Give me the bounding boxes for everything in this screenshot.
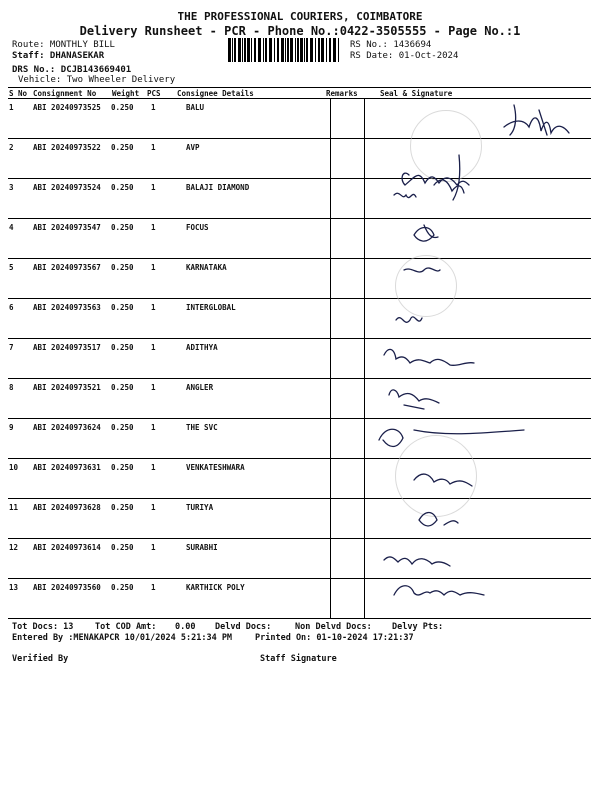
row-weight: 0.250 [111, 303, 134, 312]
barcode-bar [306, 38, 308, 62]
row-consignment-no: ABI 20240973631 [33, 463, 101, 472]
route-label: Route: MONTHLY BILL [12, 40, 115, 50]
barcode-bar [277, 38, 279, 62]
barcode-bar [247, 38, 250, 62]
row-pcs: 1 [151, 223, 156, 232]
staff-signature: Staff Signature [260, 654, 337, 664]
row-consignee: BALU [186, 103, 205, 112]
barcode-bar [254, 38, 256, 62]
rs-date: RS Date: 01-Oct-2024 [350, 51, 459, 61]
row-consignment-no: ABI 20240973525 [33, 103, 101, 112]
barcode-bar [228, 38, 231, 62]
row-consignment-no: ABI 20240973547 [33, 223, 101, 232]
barcode [228, 38, 340, 62]
staff-label: Staff: DHANASEKAR [12, 51, 105, 61]
barcode-bar [287, 38, 289, 62]
row-weight: 0.250 [111, 543, 134, 552]
row-weight: 0.250 [111, 343, 134, 352]
vehicle-label: Vehicle: Two Wheeler Delivery [18, 75, 176, 85]
row-sno: 12 [9, 543, 19, 552]
row-sno: 7 [9, 343, 14, 352]
drs-label: DRS No.: [12, 65, 56, 75]
barcode-bar [310, 38, 313, 62]
row-sno: 9 [9, 423, 14, 432]
row-pcs: 1 [151, 423, 156, 432]
barcode-bar [281, 38, 284, 62]
row-consignee: SURABHI [186, 543, 218, 552]
row-weight: 0.250 [111, 583, 134, 592]
total-docs: Tot Docs: 13 [12, 622, 74, 632]
barcode-bar [274, 38, 275, 62]
row-consignment-no: ABI 20240973614 [33, 543, 101, 552]
row-sno: 1 [9, 103, 14, 112]
barcode-bar [318, 38, 320, 62]
delivered-docs: Delvd Docs: [215, 622, 272, 632]
barcode-bar [232, 38, 233, 62]
column-pcs: PCS [147, 89, 161, 98]
row-consignment-no: ABI 20240973563 [33, 303, 101, 312]
row-consignment-no: ABI 20240973628 [33, 503, 101, 512]
column-sno: S No [9, 89, 28, 98]
row-consignee: KARTHICK POLY [186, 583, 245, 592]
row-consignee: TURIYA [186, 503, 214, 512]
barcode-bar [251, 38, 252, 62]
barcode-bar [297, 38, 299, 62]
barcode-bar [290, 38, 293, 62]
company-name: THE PROFESSIONAL COURIERS, COIMBATORE [177, 10, 423, 23]
row-consignee: THE SVC [186, 423, 218, 432]
row-divider [8, 618, 591, 619]
row-sno: 6 [9, 303, 14, 312]
row-pcs: 1 [151, 143, 156, 152]
barcode-bar [238, 38, 241, 62]
row-pcs: 1 [151, 383, 156, 392]
row-consignment-no: ABI 20240973560 [33, 583, 101, 592]
barcode-bar [258, 38, 261, 62]
row-weight: 0.250 [111, 223, 134, 232]
total-cod-label: Tot COD Amt: [95, 622, 157, 632]
barcode-bar [295, 38, 296, 62]
barcode-bar [333, 38, 336, 62]
non-delivered-docs: Non Delvd Docs: [295, 622, 372, 632]
column-consignment: Consignment No [33, 89, 97, 98]
row-weight: 0.250 [111, 103, 134, 112]
barcode-bar [242, 38, 243, 62]
entered-by: Entered By :MENAKAPCR 10/01/2024 5:21:34 PM [12, 633, 233, 643]
row-consignee: AVP [186, 143, 200, 152]
row-pcs: 1 [151, 343, 156, 352]
barcode-bar [265, 38, 267, 62]
barcode-bar [300, 38, 303, 62]
barcode-bar [304, 38, 305, 62]
barcode-bar [338, 38, 339, 62]
row-pcs: 1 [151, 103, 156, 112]
row-pcs: 1 [151, 263, 156, 272]
row-weight: 0.250 [111, 503, 134, 512]
row-pcs: 1 [151, 183, 156, 192]
row-sno: 13 [9, 583, 19, 592]
barcode-bar [285, 38, 286, 62]
row-weight: 0.250 [111, 383, 134, 392]
row-consignee: FOCUS [186, 223, 209, 232]
printed-on: Printed On: 01-10-2024 17:21:37 [255, 633, 414, 643]
row-consignee: ANGLER [186, 383, 214, 392]
row-consignment-no: ABI 20240973524 [33, 183, 101, 192]
drs-number: DCJB143669401 [60, 65, 132, 75]
delivery-points: Delvy Pts: [392, 622, 444, 632]
row-consignment-no: ABI 20240973517 [33, 343, 101, 352]
row-consignee: BALAJI DIAMOND [186, 183, 250, 192]
column-consignee: Consignee Details [177, 89, 254, 98]
row-sno: 10 [9, 463, 19, 472]
barcode-bar [321, 38, 324, 62]
row-weight: 0.250 [111, 183, 134, 192]
row-sno: 5 [9, 263, 14, 272]
verified-by: Verified By [12, 654, 69, 664]
row-pcs: 1 [151, 503, 156, 512]
row-sno: 8 [9, 383, 14, 392]
row-pcs: 1 [151, 543, 156, 552]
row-consignment-no: ABI 20240973624 [33, 423, 101, 432]
row-pcs: 1 [151, 463, 156, 472]
barcode-bar [326, 38, 327, 62]
row-sno: 11 [9, 503, 19, 512]
column-weight: Weight [112, 89, 140, 98]
row-weight: 0.250 [111, 263, 134, 272]
row-consignment-no: ABI 20240973522 [33, 143, 101, 152]
column-remarks: Remarks [326, 89, 358, 98]
barcode-bar [315, 38, 316, 62]
row-consignee: KARNATAKA [186, 263, 227, 272]
barcode-bar [263, 38, 264, 62]
row-consignee: INTERGLOBAL [186, 303, 236, 312]
document-title: Delivery Runsheet - PCR - Phone No.:0422-3505555 - Page No.:1 [79, 24, 521, 38]
rs-number: RS No.: 1436694 [350, 40, 432, 50]
row-consignment-no: ABI 20240973567 [33, 263, 101, 272]
row-pcs: 1 [151, 303, 156, 312]
row-weight: 0.250 [111, 463, 134, 472]
barcode-bar [269, 38, 272, 62]
row-pcs: 1 [151, 583, 156, 592]
column-seal-signature: Seal & Signature [380, 89, 453, 98]
row-weight: 0.250 [111, 423, 134, 432]
row-sno: 3 [9, 183, 14, 192]
signatures [364, 95, 594, 615]
barcode-bar [244, 38, 246, 62]
barcode-bar [329, 38, 331, 62]
row-weight: 0.250 [111, 143, 134, 152]
row-consignment-no: ABI 20240973521 [33, 383, 101, 392]
row-consignee: ADITHYA [186, 343, 218, 352]
row-sno: 2 [9, 143, 14, 152]
row-consignee: VENKATESHWARA [186, 463, 245, 472]
total-cod-value: 0.00 [175, 622, 196, 632]
row-sno: 4 [9, 223, 14, 232]
barcode-bar [234, 38, 236, 62]
